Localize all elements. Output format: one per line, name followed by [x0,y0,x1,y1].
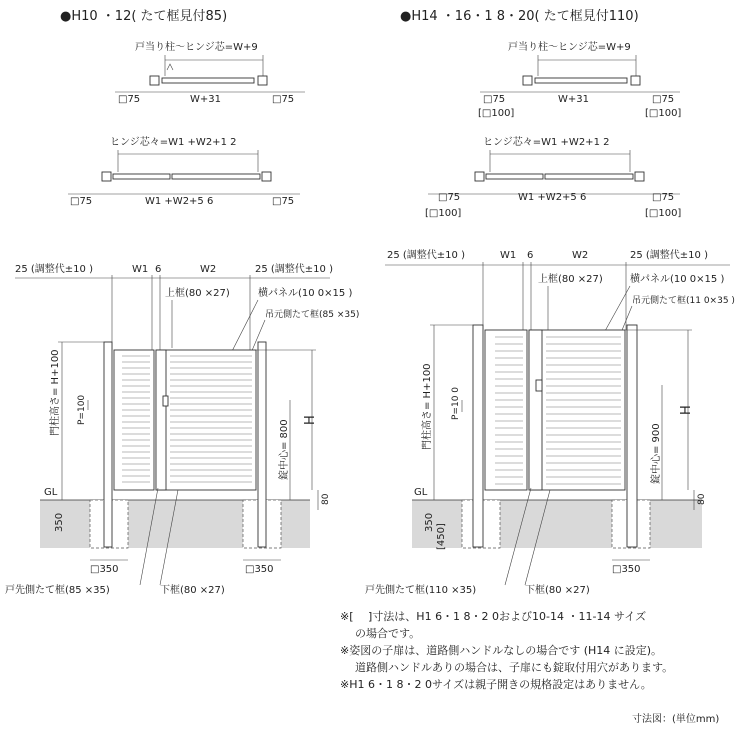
footer-units: 寸法図：(単位mm) [632,714,720,725]
right-plan1-mid: W+31 [558,94,589,105]
left-label-yoko-panel: 横パネル(10 0×15 ) [258,288,353,299]
left-plan2-left-post: □75 [70,196,93,207]
notes [340,609,673,691]
note-line-4: 道路側ハンドルありの場合は、子扉にも錠取付用穴があります。 [355,661,674,674]
left-350-left: □350 [90,564,119,575]
right-plan-view-1 [478,40,681,119]
right-plan2-label: ヒンジ芯々=W1 +W2+1 2 [483,137,610,148]
left-label-top-frame: 上框(80 ×27) [165,288,230,299]
right-350-v: 350 [424,512,435,532]
left-lock-handle [163,396,168,406]
note-line-1: ※[ ]寸法は、H1 6・1 8・2 0および10-14 ・11-14 サイズ [340,610,647,623]
left-plan2-post-left [102,172,111,181]
left-door-large [156,350,256,490]
right-plan2-door-small [486,174,543,179]
right-p: P=10 0 [451,386,461,420]
right-dim-25-left: 25 (調整代±10 ) [387,250,465,261]
left-plan2-right-post: □75 [272,196,295,207]
right-lock-center: 錠中心= 900 [651,423,662,484]
left-plan1-left-post: □75 [118,94,141,105]
left-dim-25-left: 25 (調整代±10 ) [15,264,93,275]
left-label-hinge-frame: 吊元側たて框(85 ×35) [265,310,360,320]
right-plan1-right-post-b: [□100] [645,108,682,119]
right-post-height: 門柱高さ= H+100 [422,363,433,450]
left-plan1-post-right [258,76,267,85]
right-title: ●H14 ・16・1 8・20( たて框見付110) [400,9,639,24]
left-plan1-door [162,78,254,83]
right-elevation [365,248,735,596]
right-plan1-post-right [631,76,640,85]
right-plan-view-2 [425,135,681,219]
right-plan1-left-post: □75 [483,94,506,105]
left-plan1-label: 戸当り柱～ヒンジ芯=W+9 [135,42,258,53]
right-dim-w2: W2 [572,250,589,261]
right-door-side-frame: 戸先側たて框(110 ×35) [365,585,477,596]
right-label-yoko-panel: 横パネル(10 0×15 ) [630,274,725,285]
left-plan2-label: ヒンジ芯々=W1 +W2+1 2 [110,137,237,148]
note-line-2: の場合です。 [355,627,421,640]
left-80: 80 [321,493,331,505]
left-post-left [104,342,112,547]
right-plan2-left-post-b: [□100] [425,208,462,219]
right-label-top-frame: 上框(80 ×27) [538,274,603,285]
left-plan2-door-small [113,174,170,179]
right-plan2-door-large [545,174,633,179]
right-plan2-right-post-b: [□100] [645,208,682,219]
left-lock-center: 錠中心= 800 [279,419,290,480]
left-bottom-frame: 下框(80 ×27) [160,585,225,596]
right-door-small [485,330,527,490]
right-plan1-label: 戸当り柱～ヒンジ芯=W+9 [508,42,631,53]
right-gl: GL [414,487,428,498]
right-h: H [679,405,694,415]
right-dim-25-right: 25 (調整代±10 ) [630,250,708,261]
right-plan1-door [535,78,627,83]
left-plan1-mid: W+31 [190,94,221,105]
left-plan-view-2 [68,135,300,207]
left-dim-6: 6 [155,264,162,275]
right-door-stile [529,330,542,490]
right-350-bottom: □350 [612,564,641,575]
left-door-small [114,350,154,490]
right-plan1-right-post: □75 [652,94,675,105]
right-label-hinge-frame: 吊元側たて框(11 0×35 ) [632,296,735,306]
right-80: 80 [697,493,707,505]
note-line-3: ※姿図の子扉は、道路側ハンドルなしの場合です (H14 に設定)。 [340,644,663,657]
left-p: P=100 [77,394,87,425]
right-dim-w1: W1 [500,250,517,261]
left-title: ●H10 ・12( たて框見付85) [60,9,228,24]
left-plan1-right-post: □75 [272,94,295,105]
right-bottom-frame: 下框(80 ×27) [525,585,590,596]
right-plan2-left-post: □75 [438,192,461,203]
right-dim-6: 6 [527,250,534,261]
left-door-side-frame: 戸先側たて框(85 ×35) [5,585,110,596]
right-post-right [627,325,637,547]
right-ground [412,500,702,548]
left-door-stile [156,350,166,490]
left-post-height: 門柱高さ= H+100 [50,349,61,436]
left-dim-w1: W1 [132,264,149,275]
right-plan2-right-post: □75 [652,192,675,203]
note-line-5: ※H1 6・1 8・2 0サイズは親子開きの規格設定はありません。 [340,678,652,691]
right-door-large [529,330,625,490]
left-elevation [5,262,359,596]
left-plan2-mid: W1 +W2+5 6 [145,196,214,207]
left-350-v: 350 [54,512,65,532]
right-lock-handle [536,380,542,391]
right-450-v: [450] [436,523,447,550]
right-plan2-mid: W1 +W2+5 6 [518,192,587,203]
right-plan2-post-left [475,172,484,181]
left-plan2-door-large [172,174,260,179]
right-plan2-post-right [635,172,644,181]
left-gl: GL [44,487,58,498]
right-plan1-left-post-b: [□100] [478,108,515,119]
left-dim-25-right: 25 (調整代±10 ) [255,264,333,275]
left-350-right: □350 [245,564,274,575]
left-dim-w2: W2 [200,264,217,275]
left-plan-view-1 [115,40,305,105]
left-plan1-post-left [150,76,159,85]
right-post-left [473,325,483,547]
left-h: H [303,415,318,425]
left-post-right [258,342,266,547]
right-plan1-post-left [523,76,532,85]
left-plan2-post-right [262,172,271,181]
